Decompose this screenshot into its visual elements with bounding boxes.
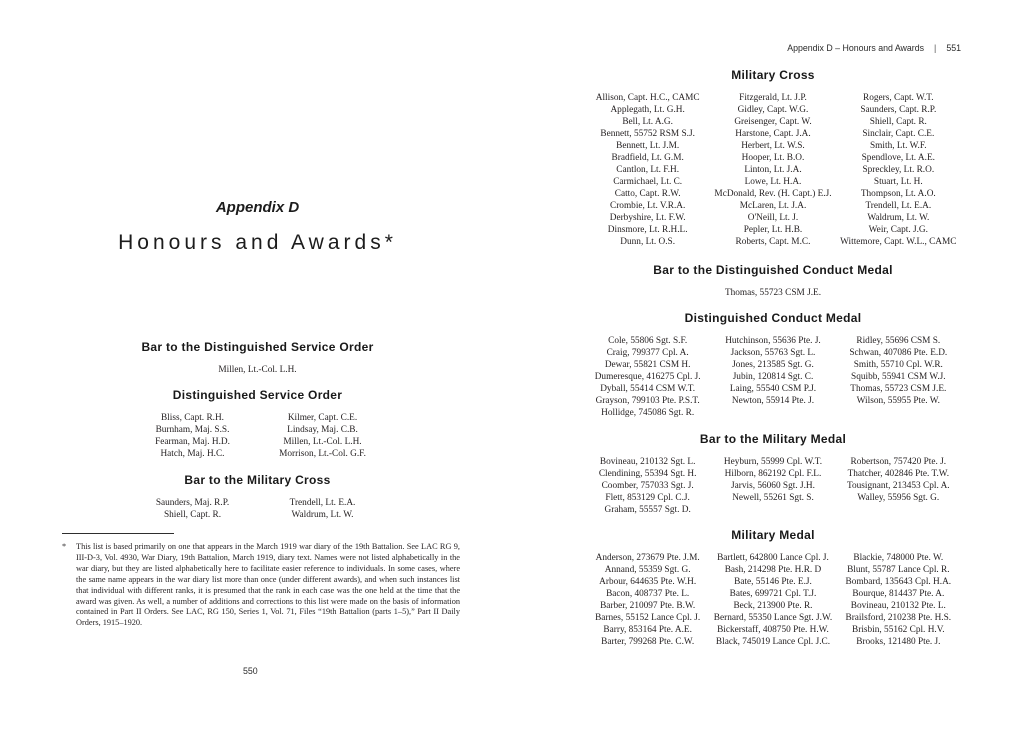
footnote-text: This list is based primarily on one that appears in the March 1919 war diary of the 19th Battalion. See LAC RG 9, III-D-3, Vol. 4930, War Diary, 19th Battalion, March 1919, diary text. Names were not listed alphabetically in the war diary, but they are listed alphabetically here to facilitate easier reference to individuals. In some cases, where the same name appears in the war diary list more than once (under different awards), and when such instances list that individual with different ranks, it is presumed that the rank in each case was the one held at the time that the award was given. As well, a number of additions and corrections to this list were made on the basis of information contained in Part II Orders. See LAC, RG 150, Series 1, Vol. 71, Files “19th Battalion (parts 1–5),” Part II Daily Orders, 1915–1920.: [76, 542, 460, 628]
name-entry: Trendell, Lt. E.A.: [289, 498, 356, 508]
name-column: [585, 287, 961, 299]
section-bar-military-cross: [60, 473, 455, 521]
name-entry: Brisbin, 55162 Cpl. H.V.: [852, 625, 945, 635]
name-entry: Tousignant, 213453 Cpl. A.: [846, 481, 950, 491]
section-bar-distinguished-service-order: [60, 340, 455, 376]
name-entry: Dunn, Lt. O.S.: [620, 237, 676, 247]
name-column: [710, 335, 835, 407]
name-entry: Waldrum, Lt. W.: [867, 213, 930, 223]
name-entry: Fitzgerald, Lt. J.P.: [739, 93, 807, 103]
running-header-title: Appendix D – Honours and Awards: [787, 43, 925, 53]
section-military-medal: [585, 528, 961, 648]
name-entry: Squibb, 55941 CSM W.J.: [851, 372, 946, 382]
name-entry: Bash, 214298 Pte. H.R. D: [724, 565, 822, 575]
name-entry: Bovineau, 210132 Sgt. L.: [599, 457, 696, 467]
appendix-label: Appendix D: [215, 199, 300, 216]
name-entry: Weir, Capt. J.G.: [868, 225, 928, 235]
running-header: [585, 43, 961, 53]
name-entry: Linton, Lt. J.A.: [744, 165, 802, 175]
name-entry: Coomber, 757033 Sgt. J.: [601, 481, 694, 491]
name-entry: Jones, 213585 Sgt. G.: [732, 360, 814, 370]
name-column: [836, 456, 961, 504]
name-column: [585, 92, 710, 248]
footnote: [62, 533, 460, 629]
section-heading: Bar to the Distinguished Conduct Medal: [653, 263, 893, 277]
name-entry: Barnes, 55152 Lance Cpl. J.: [595, 613, 701, 623]
name-entry: Derbyshire, Lt. F.W.: [609, 213, 686, 223]
name-entry: Dyball, 55414 CSM W.T.: [600, 384, 696, 394]
name-entry: Cole, 55806 Sgt. S.F.: [608, 336, 688, 346]
name-column: [128, 497, 258, 521]
name-entry: Barry, 853164 Pte. A.E.: [603, 625, 692, 635]
name-entry: Bradfield, Lt. G.M.: [611, 153, 684, 163]
name-entry: Bennett, 55752 RSM S.J.: [600, 129, 695, 139]
section-bar-distinguished-conduct-medal: [585, 263, 961, 299]
name-entry: Thomas, 55723 CSM J.E.: [850, 384, 947, 394]
name-column: [585, 552, 710, 648]
left-page: [60, 200, 455, 521]
name-entry: Barber, 210097 Pte. B.W.: [600, 601, 696, 611]
running-header-separator: |: [934, 43, 937, 53]
name-entry: Blunt, 55787 Lance Cpl. R.: [847, 565, 950, 575]
name-entry: Hilborn, 862192 Cpl. F.L.: [724, 469, 822, 479]
name-entry: Saunders, Maj. R.P.: [155, 498, 230, 508]
name-entry: Millen, Lt.-Col. L.H.: [218, 365, 297, 375]
name-entry: Newell, 55261 Sgt. S.: [732, 493, 814, 503]
name-entry: Bourque, 814437 Pte. A.: [852, 589, 945, 599]
name-entry: Millen, Lt.-Col. L.H.: [283, 437, 362, 447]
name-entry: Applegath, Lt. G.H.: [610, 105, 685, 115]
name-entry: Roberts, Capt. M.C.: [735, 237, 811, 247]
name-column: [585, 456, 710, 516]
name-entry: Hollidge, 745086 Sgt. R.: [601, 408, 695, 418]
name-entry: Bennett, Lt. J.M.: [616, 141, 680, 151]
name-entry: Grayson, 799103 Pte. P.S.T.: [595, 396, 700, 406]
name-entry: Ridley, 55696 CSM S.: [856, 336, 941, 346]
name-entry: McLaren, Lt. J.A.: [739, 201, 807, 211]
section-military-cross: [585, 68, 961, 248]
name-columns: [128, 497, 388, 521]
name-entry: Allison, Capt. H.C., CAMC: [595, 93, 700, 103]
name-column: [585, 335, 710, 419]
name-columns: [128, 412, 388, 460]
name-entry: Catto, Capt. R.W.: [614, 189, 681, 199]
name-entry: Jackson, 55763 Sgt. L.: [730, 348, 816, 358]
name-entry: O'Neill, Lt. J.: [747, 213, 799, 223]
name-entry: Robertson, 757420 Pte. J.: [850, 457, 947, 467]
name-entry: Wittemore, Capt. W.L., CAMC: [840, 237, 957, 247]
name-entry: Kilmer, Capt. C.E.: [287, 413, 358, 423]
name-entry: Rogers, Capt. W.T.: [863, 93, 934, 103]
name-entry: Herbert, Lt. W.S.: [741, 141, 805, 151]
name-column: [710, 456, 835, 504]
name-entry: Shiell, Capt. R.: [869, 117, 927, 127]
name-entry: Dinsmore, Lt. R.H.L.: [607, 225, 688, 235]
name-entry: Bacon, 408737 Pte. L.: [606, 589, 690, 599]
name-entry: Thomas, 55723 CSM J.E.: [724, 288, 822, 298]
name-entry: Bartlett, 642800 Lance Cpl. J.: [717, 553, 829, 563]
name-entry: Stuart, Lt. H.: [873, 177, 923, 187]
name-entry: Wilson, 55955 Pte. W.: [856, 396, 940, 406]
section-distinguished-service-order: [60, 388, 455, 460]
name-column: [710, 552, 835, 648]
section-heading: Military Cross: [731, 68, 815, 82]
name-entry: Smith, Lt. W.F.: [870, 141, 927, 151]
chapter-title: Honours and Awards*: [118, 231, 397, 254]
name-entry: Schwan, 407086 Pte. E.D.: [849, 348, 948, 358]
name-columns: [585, 552, 961, 648]
name-entry: Bate, 55146 Pte. E.J.: [734, 577, 812, 587]
name-entry: Thatcher, 402846 Pte. T.W.: [847, 469, 950, 479]
name-entry: Lindsay, Maj. C.B.: [287, 425, 358, 435]
name-column: [258, 412, 388, 460]
name-columns: [585, 335, 961, 419]
name-entry: Barter, 799268 Pte. C.W.: [601, 637, 695, 647]
name-entry: Morrison, Lt.-Col. G.F.: [279, 449, 366, 459]
name-entry: Burnham, Maj. S.S.: [155, 425, 230, 435]
name-columns: [128, 364, 388, 376]
name-entry: Shiell, Capt. R.: [163, 510, 222, 520]
name-entry: Carmichael, Lt. C.: [613, 177, 683, 187]
page-number-left: 550: [243, 666, 258, 676]
name-entry: Spreckley, Lt. R.O.: [862, 165, 935, 175]
name-entry: Craig, 799377 Cpl. A.: [606, 348, 689, 358]
name-entry: Hatch, Maj. H.C.: [160, 449, 225, 459]
name-entry: Brooks, 121480 Pte. J.: [856, 637, 941, 647]
name-column: [128, 364, 388, 376]
name-column: [836, 92, 961, 248]
name-entry: Beck, 213900 Pte. R.: [733, 601, 813, 611]
name-entry: Dumeresque, 416275 Cpl. J.: [594, 372, 701, 382]
section-bar-military-medal: [585, 432, 961, 516]
section-heading: Distinguished Service Order: [172, 388, 343, 402]
name-columns: [585, 456, 961, 516]
name-entry: Trendell, Lt. E.A.: [865, 201, 932, 211]
name-entry: Fearman, Maj. H.D.: [155, 437, 230, 447]
name-column: [128, 412, 258, 460]
footnote-marker: *: [62, 542, 67, 551]
name-entry: Crombie, Lt. V.R.A.: [610, 201, 686, 211]
section-heading: Bar to the Military Cross: [184, 473, 331, 487]
name-entry: Newton, 55914 Pte. J.: [731, 396, 815, 406]
name-entry: Black, 745019 Lance Cpl. J.C.: [715, 637, 831, 647]
name-entry: Saunders, Capt. R.P.: [860, 105, 937, 115]
name-entry: Hutchinson, 55636 Pte. J.: [725, 336, 821, 346]
name-entry: Bickerstaff, 408750 Pte. H.W.: [717, 625, 829, 635]
name-entry: Blackie, 748000 Pte. W.: [853, 553, 944, 563]
name-entry: Bliss, Capt. R.H.: [160, 413, 225, 423]
name-entry: Cantlon, Lt. F.H.: [616, 165, 680, 175]
name-entry: Laing, 55540 CSM P.J.: [729, 384, 817, 394]
name-entry: Smith, 55710 Cpl. W.R.: [853, 360, 943, 370]
name-entry: Bernard, 55350 Lance Sgt. J.W.: [713, 613, 833, 623]
name-entry: Annand, 55359 Sgt. G.: [604, 565, 691, 575]
name-entry: Bell, Lt. A.G.: [622, 117, 673, 127]
name-entry: Jubin, 120814 Sgt. C.: [732, 372, 814, 382]
name-entry: Pepler, Lt. H.B.: [743, 225, 803, 235]
name-entry: Brailsford, 210238 Pte. H.S.: [845, 613, 952, 623]
name-entry: Anderson, 273679 Pte. J.M.: [595, 553, 700, 563]
name-entry: Arbour, 644635 Pte. W.H.: [599, 577, 697, 587]
name-entry: Walley, 55956 Sgt. G.: [857, 493, 940, 503]
name-entry: Jarvis, 56060 Sgt. J.H.: [731, 481, 815, 491]
name-entry: McDonald, Rev. (H. Capt.) E.J.: [714, 189, 832, 199]
name-entry: Lowe, Lt. H.A.: [744, 177, 802, 187]
section-heading: Bar to the Military Medal: [699, 432, 847, 446]
name-columns: [585, 287, 961, 299]
page-number-right: 551: [946, 43, 961, 53]
name-column: [258, 497, 388, 521]
name-entry: Waldrum, Lt. W.: [291, 510, 354, 520]
section-heading: Distinguished Conduct Medal: [684, 311, 862, 325]
name-entry: Gidley, Capt. W.G.: [737, 105, 809, 115]
name-entry: Flett, 853129 Cpl. C.J.: [605, 493, 690, 503]
name-entry: Sinclair, Capt. C.E.: [862, 129, 935, 139]
name-entry: Bovineau, 210132 Pte. L.: [850, 601, 946, 611]
section-distinguished-conduct-medal: [585, 311, 961, 419]
name-entry: Spendlove, Lt. A.E.: [861, 153, 935, 163]
name-entry: Hooper, Lt. B.O.: [741, 153, 805, 163]
name-entry: Clendining, 55394 Sgt. H.: [598, 469, 697, 479]
name-entry: Dewar, 55821 CSM H.: [604, 360, 691, 370]
name-entry: Graham, 55557 Sgt. D.: [604, 505, 691, 515]
name-columns: [585, 92, 961, 248]
name-column: [836, 552, 961, 648]
name-entry: Bates, 699721 Cpl. T.J.: [729, 589, 817, 599]
name-entry: Greisenger, Capt. W.: [734, 117, 812, 127]
name-entry: Harstone, Capt. J.A.: [735, 129, 811, 139]
name-column: [710, 92, 835, 248]
footnote-rule: [62, 533, 174, 534]
section-heading: Bar to the Distinguished Service Order: [141, 340, 374, 354]
name-entry: Heyburn, 55999 Cpl. W.T.: [723, 457, 823, 467]
name-entry: Thompson, Lt. A.O.: [860, 189, 936, 199]
name-entry: Bombard, 135643 Cpl. H.A.: [845, 577, 952, 587]
name-column: [836, 335, 961, 407]
section-heading: Military Medal: [731, 528, 815, 542]
right-page: [585, 68, 961, 648]
